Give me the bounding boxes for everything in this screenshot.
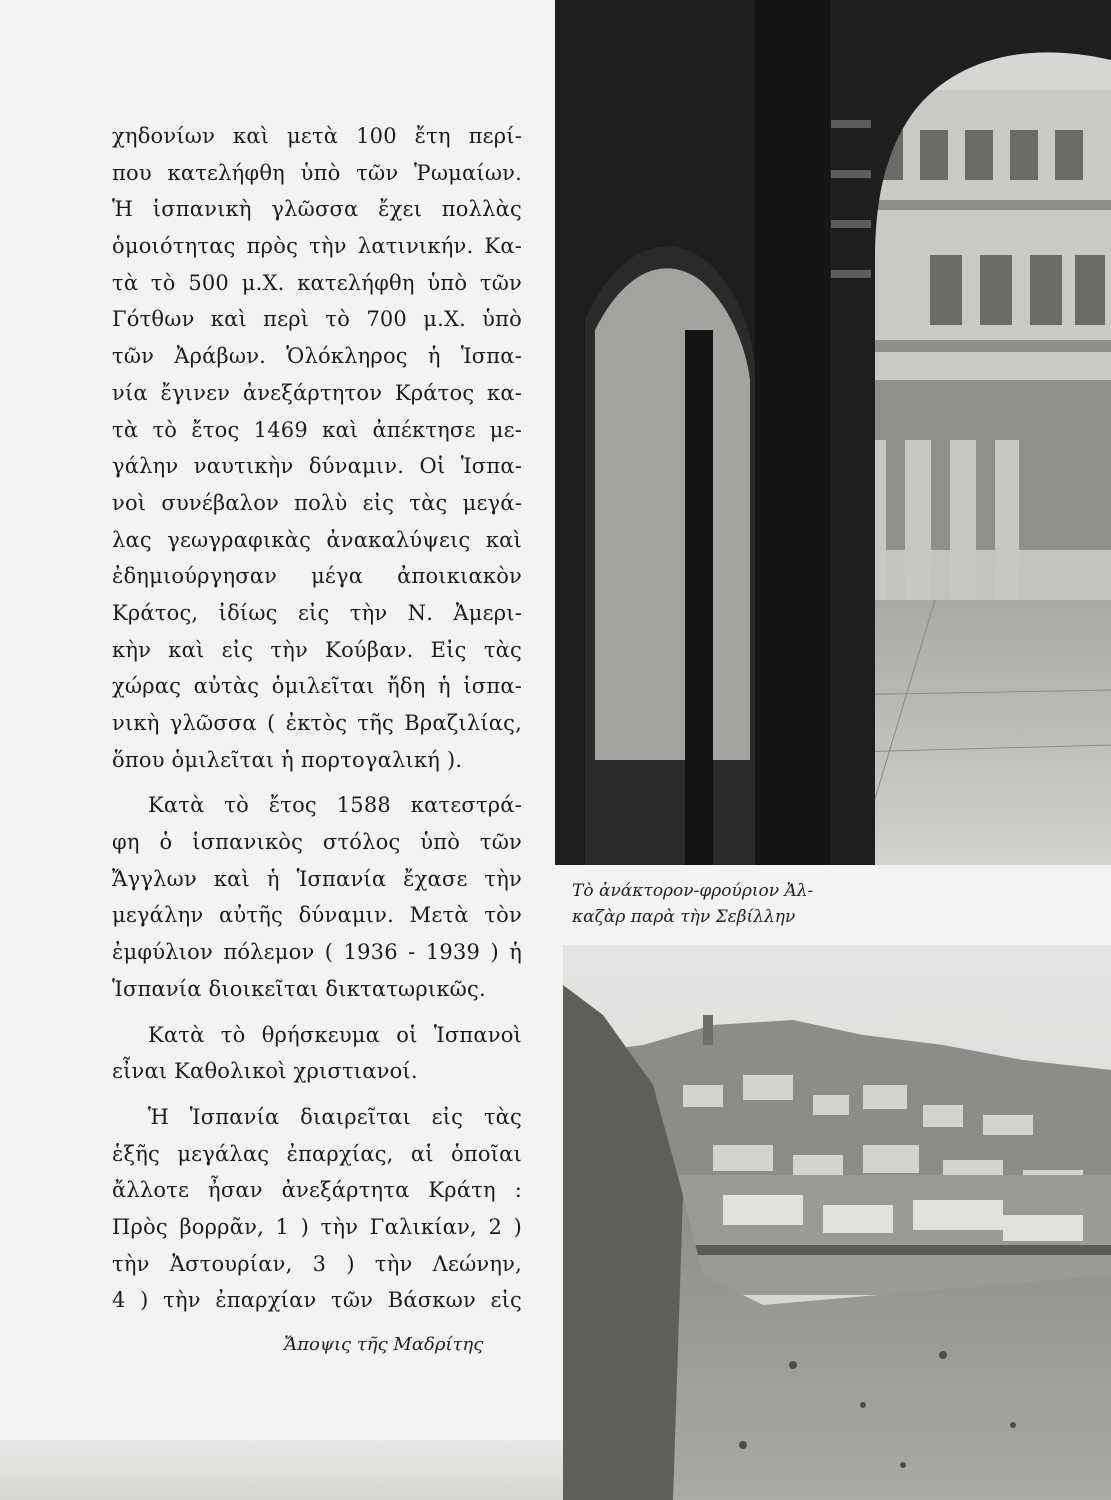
text-line: ἐδημιούργησαν μέγα ἀποικιακὸν bbox=[112, 564, 522, 589]
text-line: Κράτος, ἰδίως εἰς τὴν Ν. Ἀμερι- bbox=[112, 600, 522, 625]
text-line: χηδονίων καὶ μετὰ 100 ἔτη περί- bbox=[112, 124, 522, 148]
text-line: μεγάλην αὐτῆς δύναμιν. Μετὰ τὸν bbox=[112, 903, 522, 928]
text-line: Ἡ Ἱσπανία διαιρεῖται εἰς τὰς bbox=[148, 1104, 522, 1129]
text-line: νικὴ γλῶσσα ( ἐκτὸς τῆς Βραζιλίας, bbox=[112, 711, 522, 735]
body-text-column bbox=[112, 118, 522, 1319]
text-line: τὰ τὸ ἔτος 1469 καὶ ἀπέκτησε με- bbox=[112, 417, 522, 442]
madrid-photo-caption: Ἄποψις τῆς Μαδρίτης bbox=[284, 1334, 484, 1355]
text-line: λας γεωγραφικὰς ἀνακαλύψεις καὶ bbox=[112, 527, 522, 552]
text-line: νία ἔγινεν ἀνεξάρτητον Κράτος κα- bbox=[112, 380, 522, 405]
text-line: Κατὰ τὸ θρήσκευμα οἱ Ἱσπανοὶ bbox=[148, 1022, 522, 1047]
text-line: Ἡ ἱσπανικὴ γλῶσσα ἔχει πολλὰς bbox=[112, 197, 522, 222]
text-line: Κατὰ τὸ ἔτος 1588 κατεστρά- bbox=[148, 793, 522, 818]
text-line: Πρὸς βορρᾶν, 1 ) τὴν Γαλικίαν, 2 ) bbox=[112, 1214, 522, 1239]
text-line: εἶναι Καθολικοὶ χριστιανοί. bbox=[112, 1059, 418, 1084]
text-line: ἐμφύλιον πόλεμον ( 1936 - 1939 ) ἡ bbox=[112, 940, 522, 965]
text-line: ὁμοιότητας πρὸς τὴν λατινικήν. Κα- bbox=[112, 234, 522, 259]
text-line: γάλην ναυτικὴν δύναμιν. Οἱ Ἱσπα- bbox=[112, 454, 522, 479]
text-line: 4 ) τὴν ἐπαρχίαν τῶν Βάσκων εἰς bbox=[112, 1288, 522, 1313]
text-line: ἄλλοτε ἦσαν ἀνεξάρτητα Κράτη : bbox=[112, 1178, 522, 1203]
text-line: Γότθων καὶ περὶ τὸ 700 μ.Χ. ὑπὸ bbox=[112, 307, 522, 332]
text-line: τὰ τὸ 500 μ.Χ. κατελήφθη ὑπὸ τῶν bbox=[112, 270, 522, 295]
text-line: ὅπου ὁμιλεῖται ἡ πορτογαλική ). bbox=[112, 747, 463, 772]
alcazar-courtyard-photo bbox=[555, 0, 1111, 865]
text-line: Ἄγγλων καὶ ἡ Ἱσπανία ἔχασε τὴν bbox=[112, 866, 522, 891]
text-line: φη ὁ ἱσπανικὸς στόλος ὑπὸ τῶν bbox=[112, 830, 522, 855]
text-line: που κατελήφθη ὑπὸ τῶν Ῥωμαίων. bbox=[112, 160, 522, 185]
text-line: τῶν Ἀράβων. Ὁλόκληρος ἡ Ἱσπα- bbox=[112, 344, 522, 369]
text-line: χώρας αὐτὰς ὁμιλεῖται ἤδη ἡ ἱσπα- bbox=[112, 674, 522, 699]
text-line: κὴν καὶ εἰς τὴν Κούβαν. Εἰς τὰς bbox=[112, 637, 522, 662]
text-line: τὴν Ἀστουρίαν, 3 ) τὴν Λεώνην, bbox=[112, 1251, 522, 1276]
alcazar-photo-caption: Τὸ ἀνάκτορον-φρούριον Ἀλ- καζὰρ παρὰ τὴν Σεβίλλην bbox=[572, 881, 814, 927]
text-line: νοὶ συνέβαλον πολὺ εἰς τὰς μεγά- bbox=[112, 490, 522, 515]
page-bottom-shading bbox=[0, 1440, 563, 1500]
text-line: ἑξῆς μεγάλας ἐπαρχίας, αἱ ὁποῖαι bbox=[112, 1141, 522, 1166]
text-line: Ἱσπανία διοικεῖται δικτατωρικῶς. bbox=[112, 976, 486, 1001]
madrid-view-photo bbox=[563, 945, 1111, 1500]
